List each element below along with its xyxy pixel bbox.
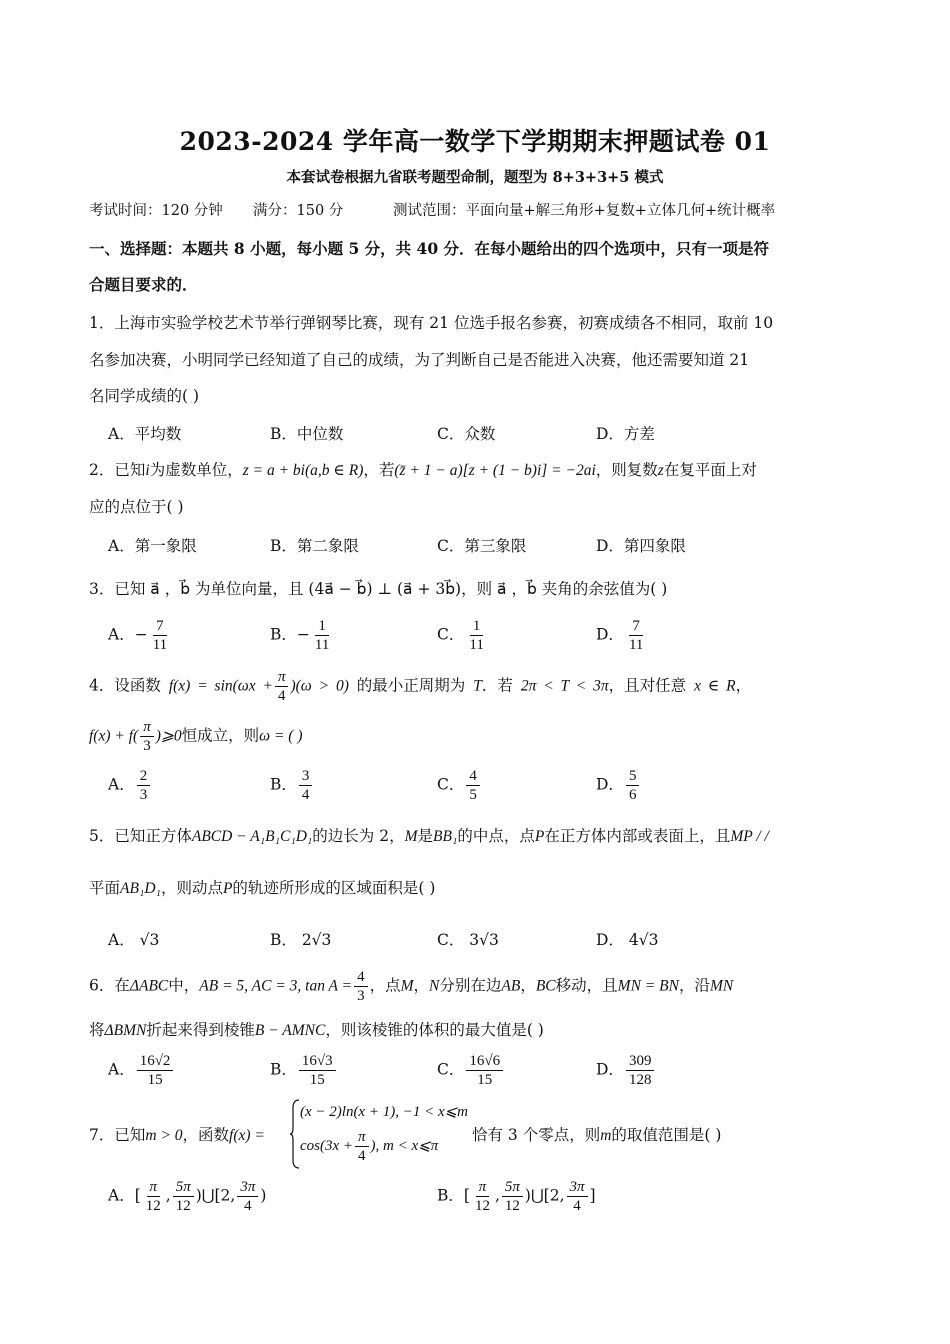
q2-option-d: D．第四象限 [596,537,686,555]
fraction: $\frac{\pi}{12}$ [474,1179,490,1214]
q2-z: z [657,462,664,479]
fraction: $\frac{4}{5}$ [466,767,480,804]
q2-suffix: 在复平面上对 [663,461,757,479]
fraction: $\frac{5\pi}{12}$ [502,1178,523,1215]
q3-option-d: D． $\frac{7}{11}$ [596,617,648,654]
q2-option-a: A．第一象限 [108,537,197,555]
q4-option-b: B． $\frac{3}{4}$ [270,767,314,804]
q6-option-d: D． $\frac{309}{128}$ [596,1052,656,1089]
fraction: $\frac{\pi}{12}$ [145,1179,161,1214]
fraction: $\frac{1}{11}$ [469,618,484,653]
exam-scope: 测试范围：平面向量+解三角形+复数+立体几何+统计概率 [393,203,776,219]
q5-option-a: A． √3 [108,931,160,949]
q7-option-a: A．[ $\frac{\pi}{12}$ , $\frac{5\pi}{12}$ )⋃[2, $\frac{3\pi}{4}$ ) [108,1179,267,1214]
q1-line2: 名参加决赛，小明同学已经知道了自己的成绩，为了判断自己是否能进入决赛，他还需要知道 21 [89,351,750,369]
q2-equation: (z̄ + 1 − a)[z + (1 − b)i] = −2ai [394,462,596,479]
q7-intro: 7．已知m > 0，函数f(x) = [89,1126,265,1144]
q2-option-c: C．第三象限 [437,537,527,555]
q6-option-a: A． $\frac{16√2}{15}$ [108,1052,175,1089]
fraction: $\frac{16√2}{15}$ [137,1052,174,1089]
q6-line1: 6．在ΔABC中，AB = 5, AC = 3, tan A = $\frac{4}{3}$ ，点M，N分别在边AB，BC移动，且MN = BN，沿MN [89,969,734,1004]
q6-option-b: B． $\frac{16√3}{15}$ [270,1052,338,1089]
fraction: $\frac{5}{6}$ [626,767,640,804]
piecewise-case-1: (x − 2)ln(x + 1), −1 < x⩽m [300,1104,469,1120]
q4-option-a: A． $\frac{2}{3}$ [108,767,152,804]
q1-option-d: D．方差 [596,425,655,443]
fraction: $\frac{3\pi}{4}$ [237,1178,258,1215]
piecewise-case-2: cos(3x + $\frac{\pi}{4}$ ), m < x⩽π [300,1129,439,1164]
fraction: $\frac{309}{128}$ [626,1052,655,1089]
q4-option-d: D． $\frac{5}{6}$ [596,767,641,804]
q1-option-a: A．平均数 [108,425,182,443]
q3-option-c: C． $\frac{1}{11}$ [437,617,489,654]
fraction: $\frac{2}{3}$ [137,767,151,804]
q2-mid2: ，若 [363,461,395,479]
q2-prefix: 2．已知 [89,461,146,479]
q1-option-c: C．众数 [437,425,496,443]
q1-line1: 1．上海市实验学校艺术节举行弹钢琴比赛，现有 21 位选手报名参赛，初赛成绩各不相同，取前 10 [89,314,774,332]
fraction: $\frac{\pi}{4}$ [275,668,289,705]
q5-option-c: C． 3√3 [437,931,499,949]
q6-line2: 将ΔBMN折起来得到棱锥B − AMNC，则该棱锥的体积的最大值是( ) [89,1021,544,1039]
q5-line1: 5．已知正方体ABCD − A₁B₁C₁D₁的边长为 2，M是BB₁的中点，点P在正方体内部或表面上，且MP / / [89,827,769,845]
q6-option-c: C． $\frac{16√6}{15}$ [437,1052,505,1089]
exam-score: 满分：150 分 [253,203,344,219]
fraction: $\frac{3}{4}$ [299,767,313,804]
fraction: $\frac{16√3}{15}$ [299,1052,336,1089]
fraction: $\frac{\pi}{4}$ [355,1128,369,1165]
section-heading-line2: 合题目要求的． [89,275,198,294]
fraction: $\frac{7}{11}$ [152,618,168,653]
q3-option-b: B．− $\frac{1}{11}$ [270,617,334,654]
fraction: $\frac{5\pi}{12}$ [173,1178,194,1215]
q2-option-b: B．第二象限 [270,537,359,555]
fraction: $\frac{7}{11}$ [628,618,644,653]
q2-mid3: ，则复数 [595,461,658,479]
q2-z-def: z = a + bi(a,b ∈ R) [242,462,364,479]
q2-line2: 应的点位于( ) [89,498,184,516]
q2-mid1: 为虚数单位， [149,461,243,479]
q2-i: i [145,462,150,479]
q7-tail: 恰有 3 个零点，则m的取值范围是( ) [472,1126,722,1144]
q4-line1: 4．设函数 f(x) = sin(ωx + $\frac{\pi}{4}$ )(ω > 0) 的最小正周期为 T．若 2π < T < 3π，且对任意 x ∈ R， [89,669,752,704]
page-subtitle: 本套试卷根据九省联考题型命制，题型为 8+3+3+5 模式 [286,169,664,186]
q1-line3: 名同学成绩的( ) [89,387,200,405]
fraction: $\frac{1}{11}$ [314,618,330,653]
fraction: $\frac{3\pi}{4}$ [567,1178,588,1215]
q3-option-a: A．− $\frac{7}{11}$ [108,617,172,654]
fraction: $\frac{\pi}{3}$ [140,718,154,755]
page-title: 2023-2024 学年高一数学下学期期末押题试卷 01 [179,127,771,156]
q5-option-d: D． 4√3 [596,931,659,949]
section-heading-line1: 一、选择题：本题共 8 小题，每小题 5 分，共 40 分．在每小题给出的四个选项中，只有一项是符 [89,239,770,258]
q4-option-c: C． $\frac{4}{5}$ [437,767,482,804]
q5-option-b: B． 2√3 [270,931,332,949]
q2-line1 [89,458,757,480]
q4-line2: f(x) + f( $\frac{\pi}{3}$ )⩾0恒成立，则ω = ( ) [89,719,303,754]
q3-stem: 3．已知 a⃗ ，b⃗ 为单位向量，且 (4a⃗ − b⃗) ⊥ (a⃗ + 3b⃗)，则 a⃗ ，b⃗ 夹角的余弦值为( ) [89,580,668,598]
fraction: $\frac{4}{3}$ [354,968,368,1005]
q1-option-b: B．中位数 [270,425,344,443]
fraction: $\frac{16√6}{15}$ [466,1052,503,1089]
exam-time: 考试时间：120 分钟 [89,203,223,219]
q7-option-b: B．[ $\frac{\pi}{12}$ , $\frac{5\pi}{12}$ )⋃[2, $\frac{3\pi}{4}$ ] [437,1179,596,1214]
q5-line2: 平面AB₁D₁，则动点P的轨迹所形成的区域面积是( ) [89,879,436,897]
